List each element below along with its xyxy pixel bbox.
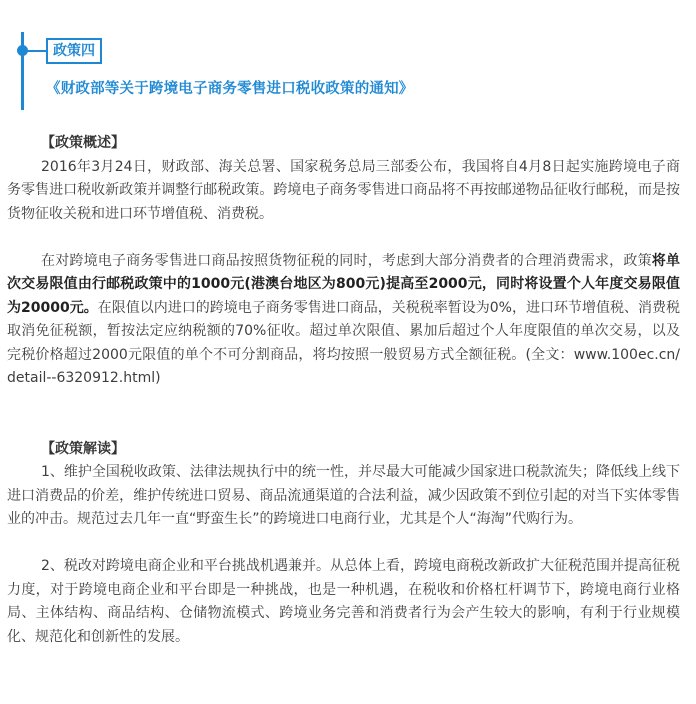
notice-title: 《财政部等关于跨境电子商务零售进口税收政策的通知》: [46, 81, 414, 97]
policy-header: [20, 32, 660, 110]
interpretation-paragraph-2: 2、税改对跨境电商企业和平台挑战机遇兼并。从总体上看，跨境电商税改新政扩大征税范围并提高征税力度，对于跨境电商企业和平台即是一种挑战，也是一种机遇，在税收和价格杠杆调节下，跨境电商行业格局、主体结构、商品结构、仓储物流模式、跨境业务完善和消费者行为会产生较大的影响，有利于行业规模化、规范化和创新性的发展。: [7, 558, 680, 645]
overview-paragraph-1: 2016年3月24日，财政部、海关总署、国家税务总局三部委公布，我国将自4月8日起实施跨境电子商务零售进口税收新政策并调整行邮税政策。跨境电子商务零售进口商品将不再按邮递物品征收行邮税，而是按货物征收关税和进口环节增值税、消费税。: [7, 158, 680, 222]
timeline-connector: [24, 50, 46, 52]
overview-p2-end: 在限值以内进口的跨境电子商务零售进口商品，关税税率暂设为0%，进口环节增值税、消费税取消免征税额，暂按法定应纳税额的70%征收。超过单次限值、累加后超过个人年度限值的单次交易，以及完税价格超过2000元限值的单个不可分割商品，将均按照一般贸易方式全额征税。(全文：www.100ec.cn/detail--6320912.html): [7, 299, 680, 386]
overview-p2-bold: 将单次交易限值由行邮税政策中的1000元(港澳台地区为800元)提高至2000元，同时将设置个人年度交易限值为20000元。: [7, 252, 681, 316]
interpretation-paragraph-1: 1、维护全国税收政策、法律法规执行中的统一性，并尽最大可能减少国家进口税款流失；降低线上线下进口消费品的价差，维护传统进口贸易、商品流通渠道的合法利益，减少因政策不到位引起的对当下实体零售业的冲击。规范过去几年一直“野蛮生长”的跨境进口电商行业，尤其是个人“海淘”代购行为。: [7, 464, 680, 527]
interpretation-heading: 【政策解读】: [41, 440, 125, 457]
overview-heading: 【政策概述】: [41, 135, 125, 151]
timeline-bar: [21, 32, 24, 110]
policy-tag: 政策四: [46, 38, 102, 64]
overview-p2-start: 在对跨境电子商务零售进口商品按照货物征税的同时，考虑到大部分消费者的合理消费需求，政策: [41, 252, 652, 269]
overview-paragraph-2: [7, 250, 680, 391]
article-body: [7, 132, 680, 649]
